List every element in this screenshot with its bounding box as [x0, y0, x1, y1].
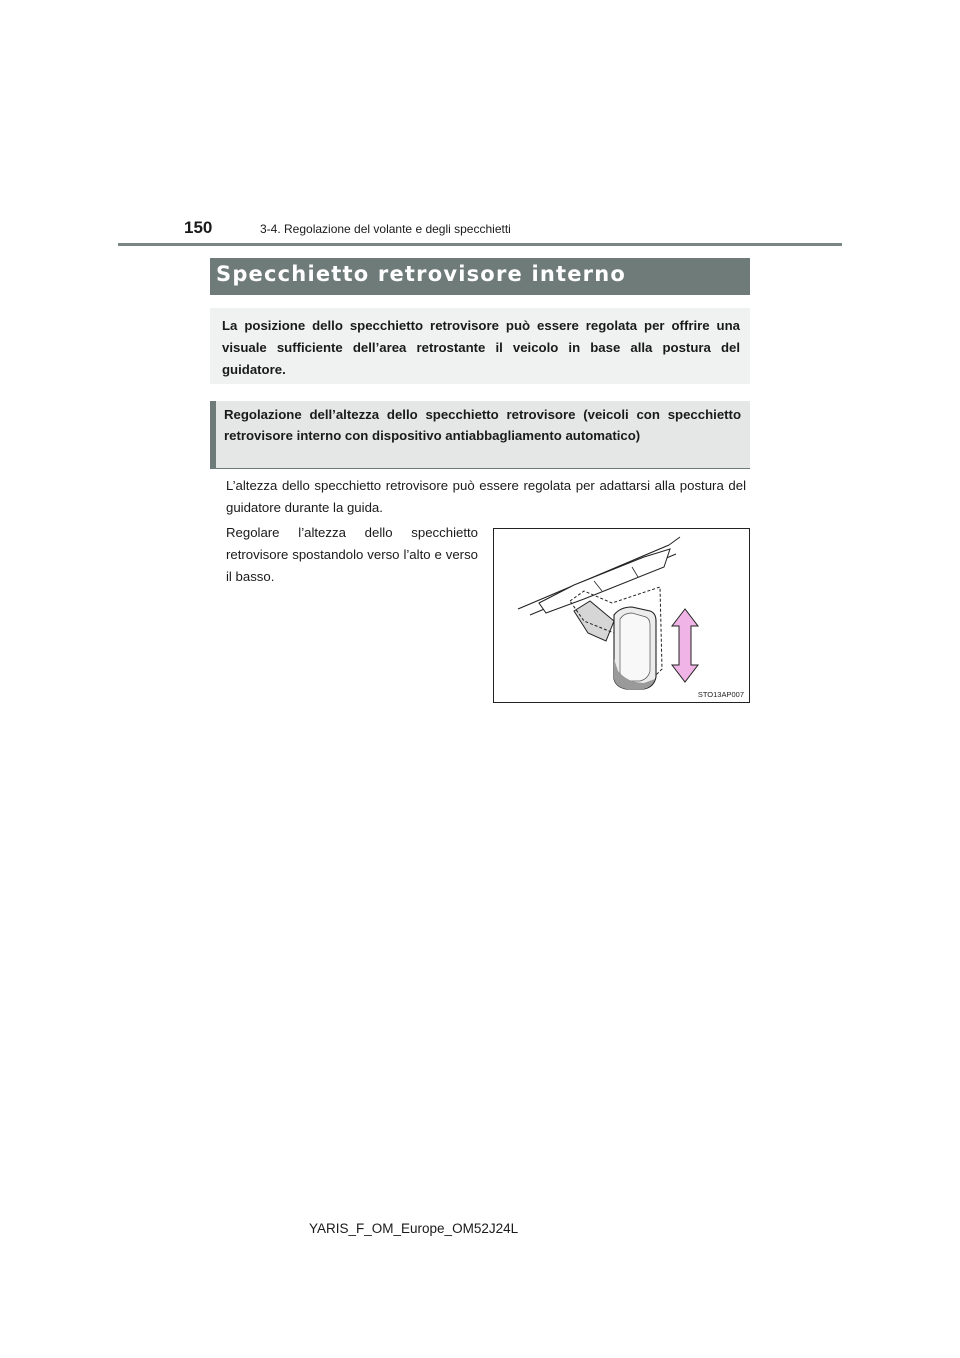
page-number: 150: [184, 218, 213, 237]
header-rule: [118, 243, 842, 246]
instruction-paragraph: Regolare l’altezza dello specchietto retrovisore spostandolo verso l’alto e verso il basso.: [226, 525, 478, 584]
title-bar: [210, 258, 750, 295]
section-header: 3-4. Regolazione del volante e degli specchietti: [260, 222, 511, 236]
mount-housing: [539, 549, 670, 613]
footer-code: YARIS_F_OM_Europe_OM52J24L: [309, 1221, 519, 1236]
roof-edge: [669, 537, 680, 545]
figure-code: STO13AP007: [697, 690, 744, 699]
up-down-arrow: [672, 609, 698, 682]
mirror-illustration: [493, 528, 750, 703]
mirror-stem: [574, 601, 614, 641]
mirror-drawing: [494, 529, 750, 703]
mirror-face: [620, 613, 650, 681]
subsection-heading: Regolazione dell’altezza dello specchietto retrovisore (veicoli con specchietto retrovisore interno con dispositivo antiabbagliamento automatico): [224, 407, 741, 443]
page-title: Specchietto retrovisore interno: [216, 262, 627, 286]
body-paragraph: L’altezza dello specchietto retrovisore può essere regolata per adattarsi alla postura del guidatore durante la guida.: [226, 478, 746, 515]
subsection-rule: [210, 468, 750, 469]
intro-text: La posizione dello specchietto retrovisore può essere regolata per offrire una visuale sufficiente dell’area retrostante il veicolo in base alla postura del guidatore.: [222, 318, 740, 377]
subsection-box: [210, 401, 750, 468]
intro-box: [210, 308, 750, 384]
